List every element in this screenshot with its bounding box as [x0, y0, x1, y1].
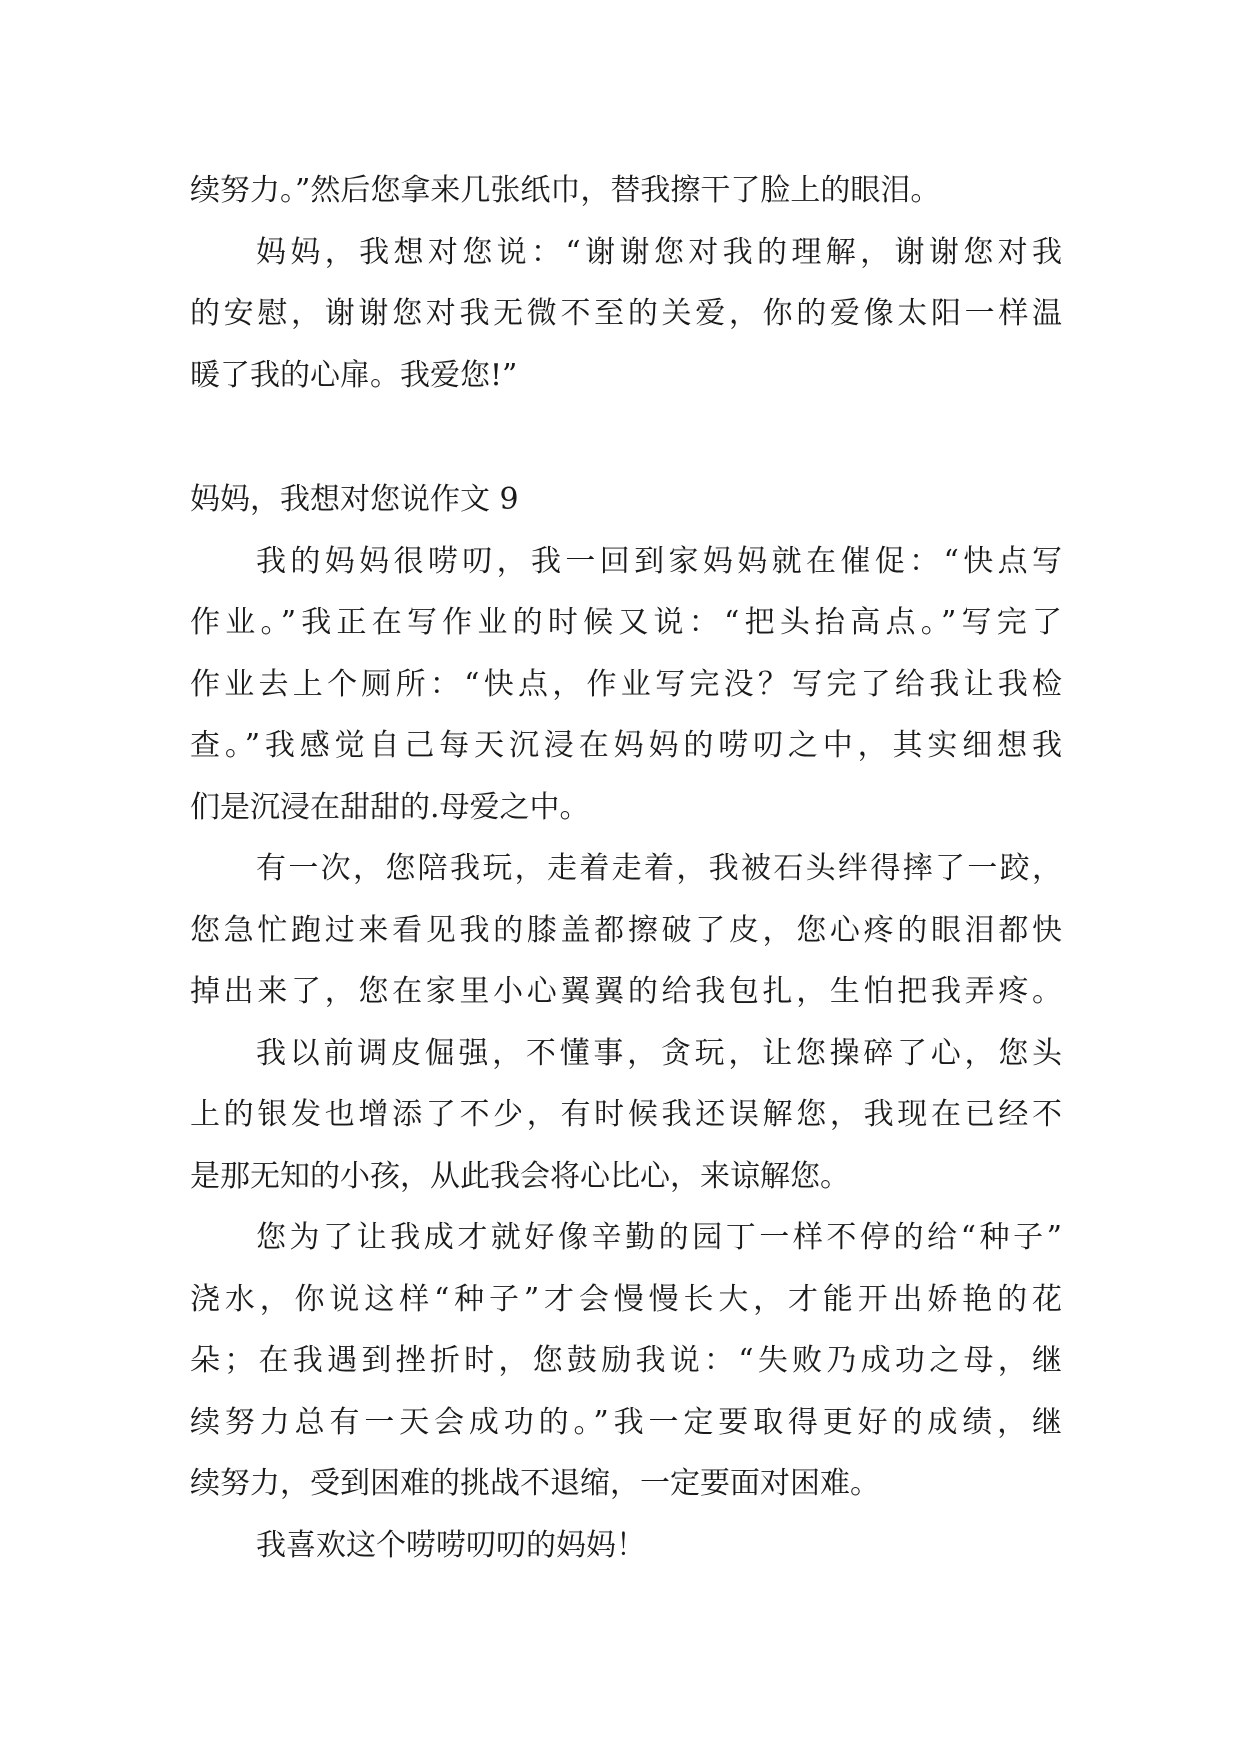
- paragraph: [190, 838, 1062, 1023]
- document-body: [190, 160, 1062, 1576]
- text-line: 查。”我感觉自己每天沉浸在妈妈的唠叨之中，其实细想我: [190, 728, 1062, 763]
- paragraph: [190, 1207, 1062, 1515]
- text-line: 我的妈妈很唠叨，我一回到家妈妈就在催促：“快点写: [256, 543, 1062, 579]
- text-line: 上的银发也增添了不少，有时候我还误解您，我现在已经不: [190, 1097, 1062, 1132]
- text-line: 我以前调皮倔强，不懂事，贪玩，让您操碎了心，您头: [256, 1035, 1062, 1071]
- text-line: 掉出来了，您在家里小心翼翼的给我包扎，生怕把我弄疼。: [190, 974, 1062, 1009]
- continuation-paragraph: [190, 160, 1062, 222]
- paragraph: [190, 222, 1062, 407]
- text-line: 妈妈，我想对您说：“谢谢您对我的理解，谢谢您对我: [256, 234, 1062, 270]
- text-line: 续努力。”然后您拿来几张纸巾，替我擦干了脸上的眼泪。: [190, 173, 941, 208]
- text-line: 我喜欢这个唠唠叨叨的妈妈！: [256, 1527, 646, 1563]
- text-line: 的安慰，谢谢您对我无微不至的关爱，你的爱像太阳一样温: [190, 296, 1062, 331]
- text-line: 暖了我的心扉。我爱您!”: [190, 357, 518, 393]
- text-line: 浇水，你说这样“种子”才会慢慢长大，才能开出娇艳的花: [190, 1281, 1062, 1317]
- text-line: 有一次，您陪我玩，走着走着，我被石头绊得摔了一跤，: [256, 851, 1062, 886]
- text-line: 您急忙跑过来看见我的膝盖都擦破了皮，您心疼的眼泪都快: [190, 912, 1062, 948]
- text-line: 是那无知的小孩，从此我会将心比心，来谅解您。: [190, 1158, 850, 1194]
- text-line: 您为了让我成才就好像辛勤的园丁一样不停的给“种子”: [256, 1220, 1062, 1255]
- paragraph: [190, 1023, 1062, 1208]
- paragraph: [190, 531, 1062, 839]
- text-line: 作业去上个厕所：“快点，作业写完没？写完了给我让我检: [190, 666, 1062, 702]
- section-title: 妈妈，我想对您说作文 9: [190, 482, 519, 517]
- text-line: 朵；在我遇到挫折时，您鼓励我说：“失败乃成功之母，继: [190, 1343, 1062, 1378]
- section-spacer: [190, 406, 1062, 469]
- text-line: 作业。”我正在写作业的时候又说：“把头抬高点。”写完了: [190, 605, 1062, 640]
- text-line: 续努力，受到困难的挑战不退缩，一定要面对困难。: [190, 1466, 880, 1501]
- text-line: 们是沉浸在甜甜的.母爱之中。: [190, 789, 590, 825]
- text-line: 续努力总有一天会成功的。”我一定要取得更好的成绩，继: [190, 1404, 1062, 1440]
- paragraph: [190, 1515, 1062, 1577]
